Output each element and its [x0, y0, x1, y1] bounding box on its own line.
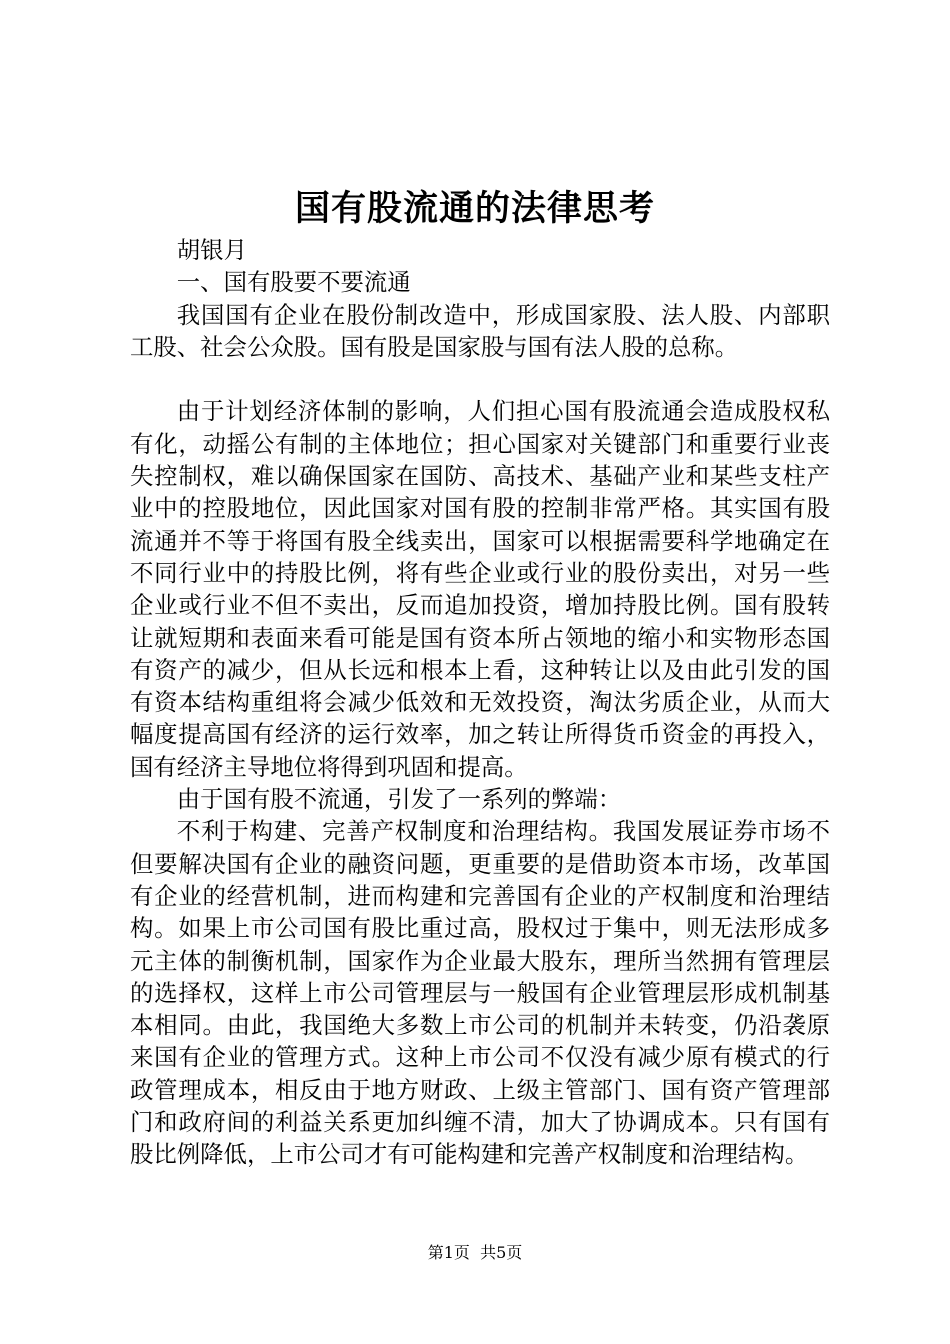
document-body [130, 234, 830, 1171]
body-paragraph: 由于计划经济体制的影响，人们担心国有股流通会造成股权私有化，动摇公有制的主体地位；担心国家对关键部门和重要行业丧失控制权，难以确保国家在国防、高技术、基础产业和某些支柱产业中的控股地位，因此国家对国有股的控制非常严格。其实国有股流通并不等于将国有股全线卖出，国家可以根据需要科学地确定在不同行业中的持股比例，将有些企业或行业的股份卖出，对另一些企业或行业不但不卖出，反而追加投资，增加持股比例。国有股转让就短期和表面来看可能是国有资本所占领地的缩小和实物形态国有资产的减少，但从长远和根本上看，这种转让以及由此引发的国有资本结构重组将会减少低效和无效投资，淘汰劣质企业，从而大幅度提高国有经济的运行效率，加之转让所得货币资金的再投入，国有经济主导地位将得到巩固和提高。 [130, 397, 830, 781]
page-footer [0, 1242, 950, 1264]
body-paragraph: 不利于构建、完善产权制度和治理结构。我国发展证券市场不但要解决国有企业的融资问题，更重要的是借助资本市场，改革国有企业的经营机制，进而构建和完善国有企业的产权制度和治理结构。如果上市公司国有股比重过高，股权过于集中，则无法形成多元主体的制衡机制，国家作为企业最大股东，理所当然拥有管理层的选择权，这样上市公司管理层与一般国有企业管理层形成机制基本相同。由此，我国绝大多数上市公司的机制并未转变，仍沿袭原来国有企业的管理方式。这种上市公司不仅没有减少原有模式的行政管理成本，相反由于地方财政、上级主管部门、国有资产管理部门和政府间的利益关系更加纠缠不清，加大了协调成本。只有国有股比例降低，上市公司才有可能构建和完善产权制度和治理结构。 [130, 817, 830, 1169]
body-paragraph: 由于国有股不流通，引发了一系列的弊端： [176, 785, 622, 814]
document-title: 国有股流通的法律思考 [294, 188, 655, 229]
author-line: 胡银月 [176, 236, 247, 264]
body-paragraph: 我国国有企业在股份制改造中，形成国家股、法人股、内部职工股、社会公众股。国有股是国家股与国有法人股的总称。 [130, 300, 830, 361]
section-heading: 一、国有股要不要流通 [176, 268, 411, 297]
page-number-label: 第1页 共5页 [427, 1243, 523, 1262]
